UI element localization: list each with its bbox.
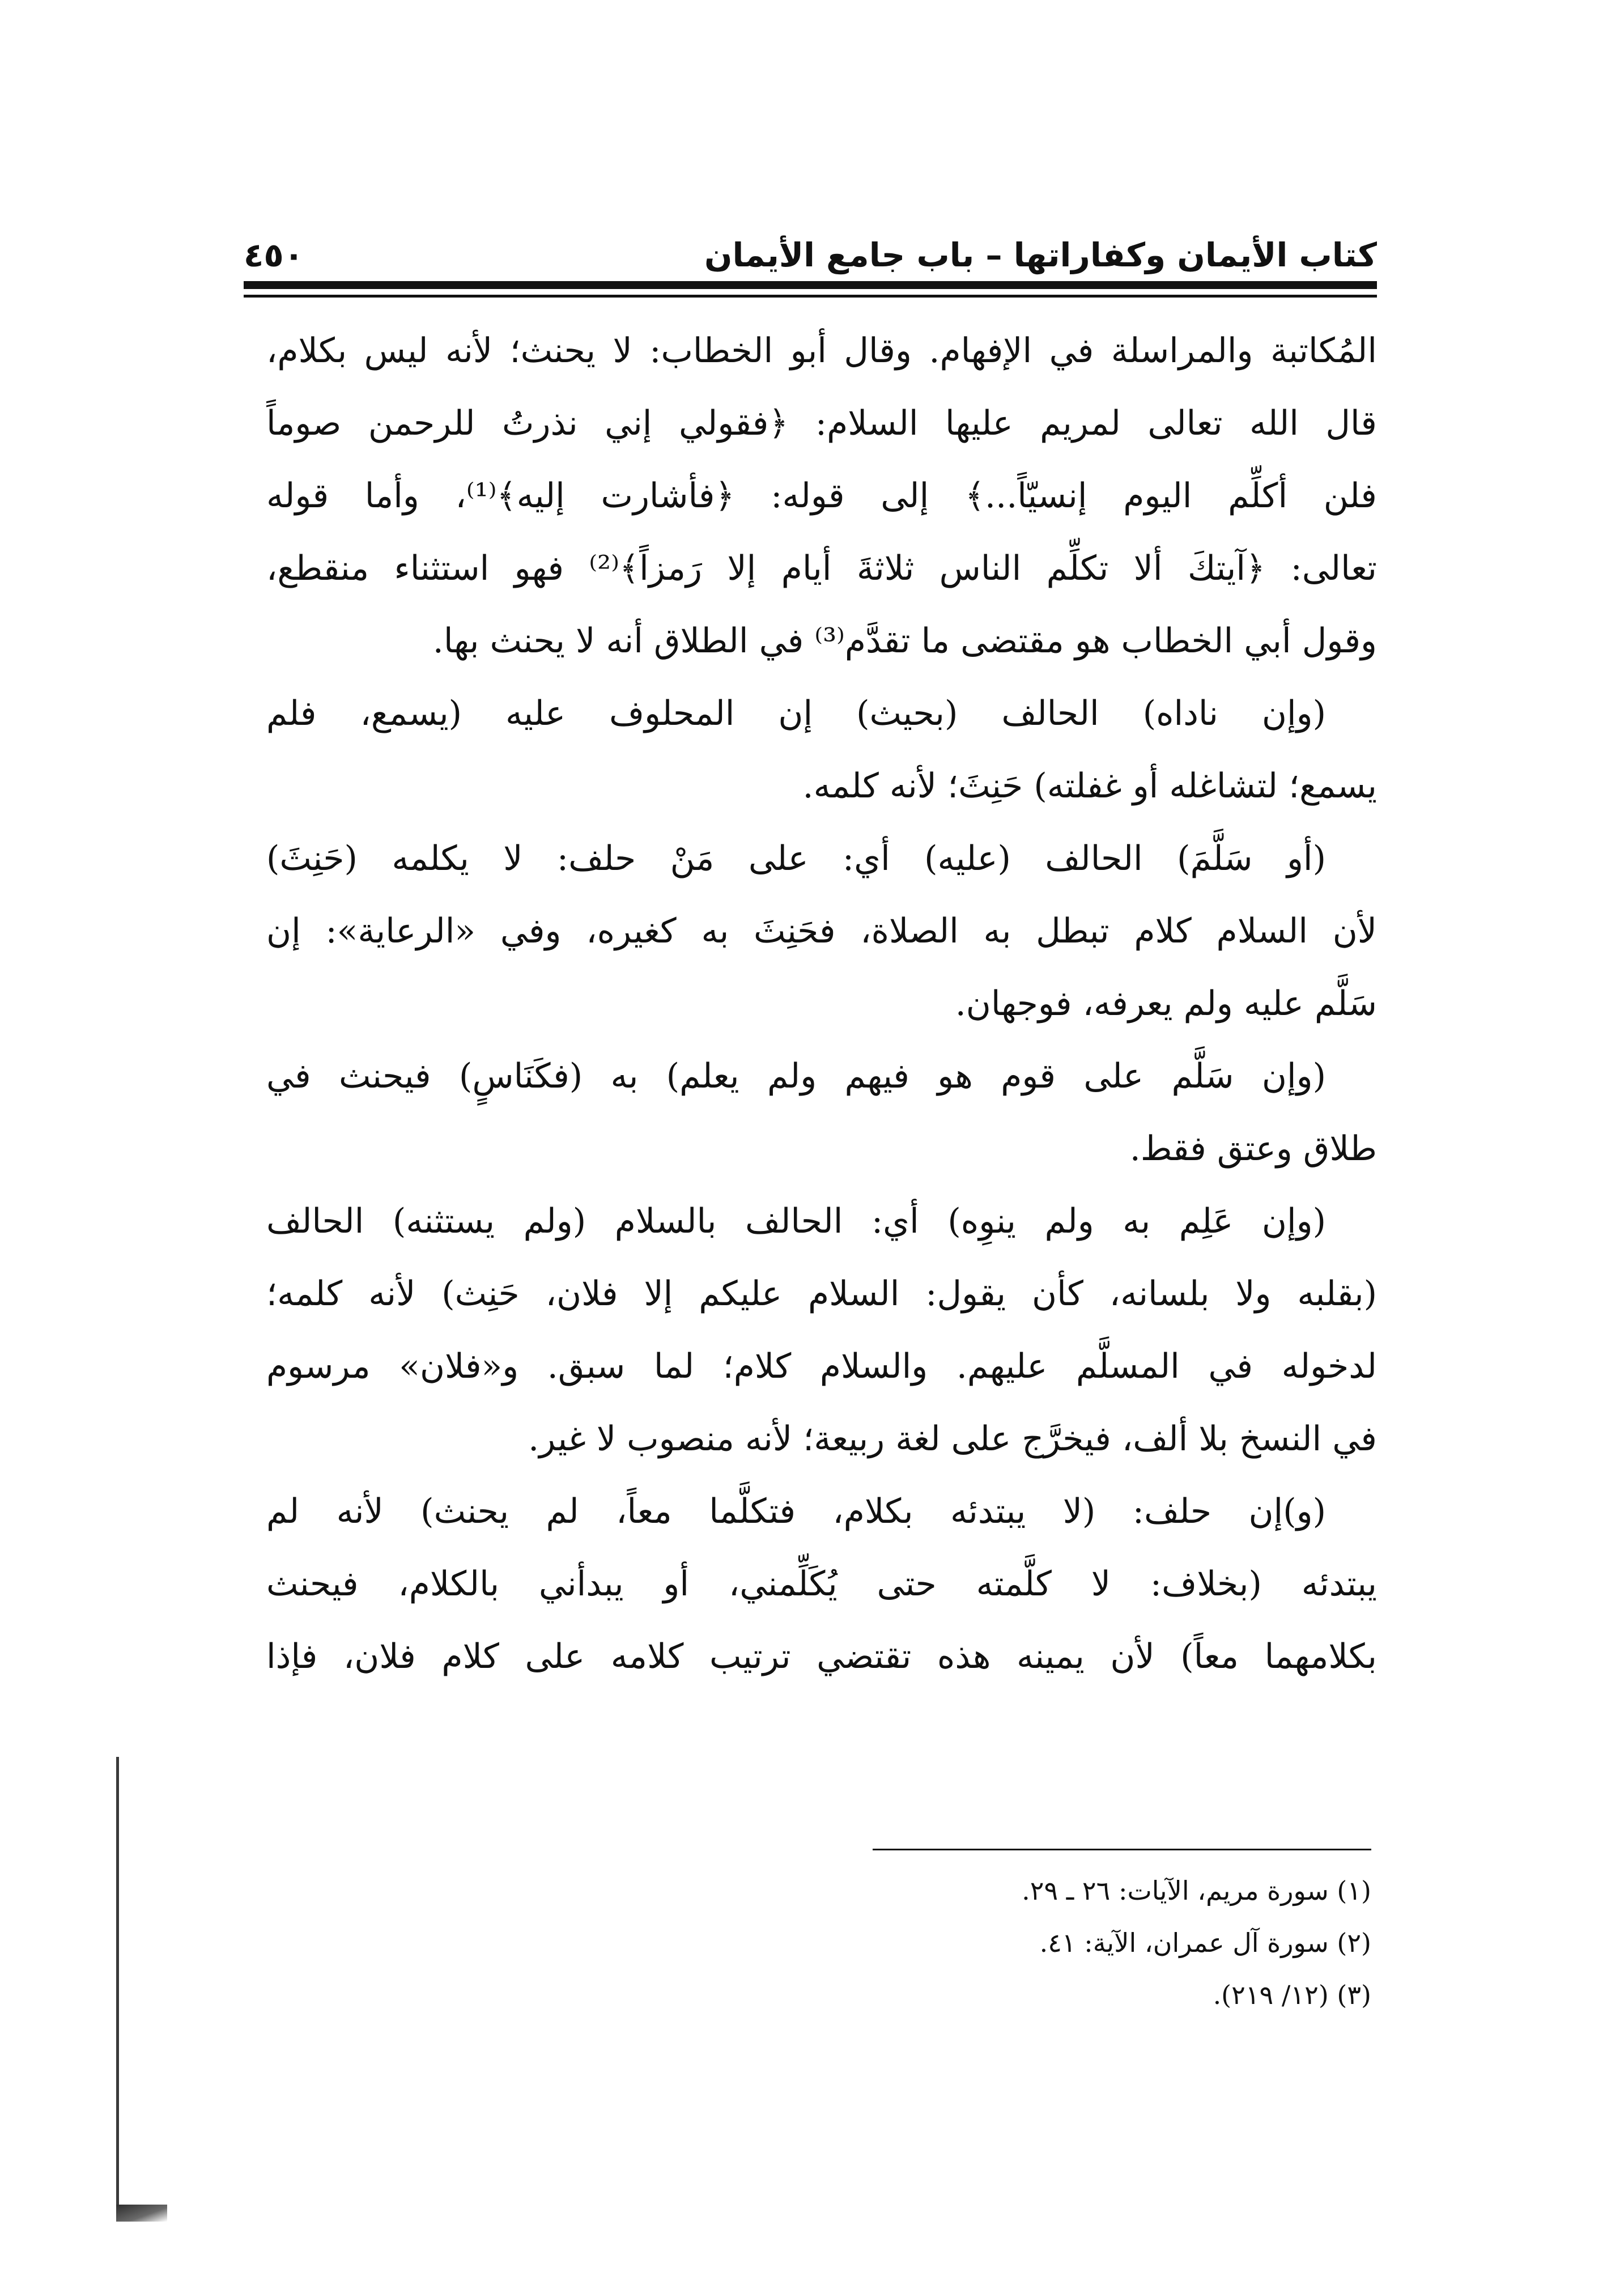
header-rule-thin [244, 295, 1377, 298]
text-line: طلاق وعتق فقط. [1129, 1129, 1377, 1169]
running-header [244, 215, 1377, 278]
header-rule-thick [244, 281, 1377, 289]
text-line: (بقلبه ولا بلسانه، كأن يقول: السلام عليكم إلا فلان، حَنِث) لأنه كلمه؛ [266, 1274, 1377, 1314]
scan-binding-edge-foot [116, 2205, 167, 2222]
text-line: يسمع؛ لتشاغله أو غفلته) حَنِثَ؛ لأنه كلمه. [802, 766, 1377, 806]
text-line: المُكاتبة والمراسلة في الإفهام. وقال أبو الخطاب: لا يحنث؛ لأنه ليس بكلام، [266, 331, 1377, 371]
text-line: (و)إن حلف: (لا يبتدئه بكلام، فتكلَّما معاً، لم يحنث) لأنه لم [266, 1492, 1326, 1531]
main-text-block [266, 315, 1377, 1760]
footnote-1: (١) سورة مريم، الآيات: ٢٦ ـ ٢٩. [1022, 1875, 1371, 1906]
text-line: بكلامهما معاً) لأن يمينه هذه تقتضي ترتيب كلامه على كلام فلان، فإذا [266, 1637, 1377, 1676]
chapter-title: كتاب الأيمان وكفاراتها – باب جامع الأيمان [704, 236, 1377, 274]
page-number: ٤٥٠ [244, 236, 304, 274]
scan-binding-edge [116, 1757, 119, 2222]
text-line: في النسخ بلا ألف، فيخرَّج على لغة ربيعة؛ لأنه منصوب لا غير. [528, 1419, 1377, 1459]
text-line: سَلَّم عليه ولم يعرفه، فوجهان. [955, 984, 1377, 1024]
footnote-separator [873, 1849, 1371, 1850]
text-line: (وإن عَلِم به ولم ينوِه) أي: الحالف بالسلام (ولم يستثنه) الحالف [266, 1201, 1326, 1241]
text-line: (وإن ناداه) الحالف (بحيث) إن المحلوف عليه (يسمع، فلم [266, 694, 1326, 733]
text-line: تعالى: ﴿آيتكَ ألا تكلِّم الناس ثلاثةَ أيام إلا رَمزاً﴾⁽²⁾ فهو استثناء منقطع، [266, 549, 1377, 588]
text-line: يبتدئه (بخلاف: لا كلَّمته حتى يُكَلِّمني، أو يبدأني بالكلام، فيحنث [266, 1564, 1377, 1604]
text-line: فلن أكلِّم اليوم إنسيّاً...﴾ إلى قوله: ﴿فأشارت إليه﴾⁽¹⁾، وأما قوله [266, 476, 1377, 516]
text-line: لأن السلام كلام تبطل به الصلاة، فحَنِثَ به كغيره، وفي «الرعاية»: إن [266, 911, 1377, 951]
footnote-3: (٣) (١٢/ ٢١٩). [1213, 1980, 1371, 2010]
text-line: قال الله تعالى لمريم عليها السلام: ﴿فقولي إني نذرتُ للرحمن صوماً [266, 404, 1377, 443]
text-line: (وإن سَلَّم على قوم هو فيهم ولم يعلم) به (فكَنَاسٍ) فيحنث في [266, 1056, 1326, 1096]
footnote-2: (٢) سورة آل عمران، الآية: ٤١. [1039, 1927, 1371, 1958]
text-line: لدخوله في المسلَّم عليهم. والسلام كلام؛ لما سبق. و«فلان» مرسوم [266, 1347, 1377, 1386]
footnotes [737, 1865, 1371, 2046]
text-line: وقول أبي الخطاب هو مقتضى ما تقدَّم⁽³⁾ في الطلاق أنه لا يحنث بها. [432, 621, 1377, 661]
text-line: (أو سَلَّمَ) الحالف (عليه) أي: على مَنْ حلف: لا يكلمه (حَنِثَ) [266, 839, 1326, 878]
